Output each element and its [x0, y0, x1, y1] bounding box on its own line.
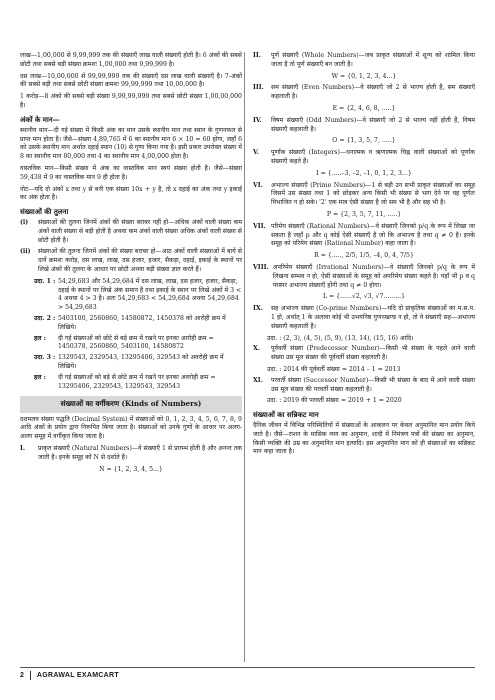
item-text: प्राकृत संख्याएँ (Natural Numbers)—वे संख्याएँ 1 से प्रारम्भ होती है और अनन्त तक जाती है। इनके समूह को N से दर्शाते है।	[38, 444, 242, 461]
para-lakh: लाख—1,00,000 से 9,99,999 तक की संख्याएँ लाख वाली संख्याएँ होती है। 6 अंकों की सबसे छोटी तथा सबसे बड़ी संख्या क्रमशः 1,00,000 तथा 9,99,999 है।	[20, 52, 242, 68]
item-text: संख्याओं की तुलना जिनमें अंकों की संख्या बराबर नहीं हो—अधिक अंकों वाली संख्या कम अंकों वाली संख्या से बड़ी होती है अथवा कम अंकों वाली संख्या अधिक अंकों वाली संख्या से छोटी होती है।	[38, 219, 242, 244]
set-prime: P = {2, 3, 5, 7, 11, .....}	[326, 210, 402, 218]
para-place-value: स्थानीय मान—दी गई संख्या में किसी अंक का मान उसके स्थानीय मान तथा स्थान के गुणनफल से प्राप्त मान होता है। जैसे—संख्या 4,89,765 में 6 का स्थानीय मान 6 × 10 = 60 होगा, जहाँ 6 को उसके स्थानीय मान अर्थात दहाई स्थान (10) से गुणा किया गया है। इसी प्रकार उपरोक्त संख्या में 8 का स्थानीय मान 80,000 तथा 4 का स्थानीय मान 4,00,000 होता है।	[20, 126, 242, 161]
item-marker: (ii)	[20, 248, 31, 256]
example-label: उदा. 2 :	[34, 315, 56, 322]
page-footer	[20, 667, 475, 682]
page-number: 2	[20, 671, 24, 679]
section-heading-kinds: संख्याओं का वर्गीकरण (Kinds of Numbers)	[20, 396, 242, 412]
item-text: पूर्ववर्ती संख्या (Predecessor Number)—किसी भी संख्या के पहले आने वाली संख्या उस मूल संख्या की पूर्ववर्ती संख्या कहलाती है।	[271, 345, 475, 362]
example-text: 54,29,683 और 54,29,684 में दस लाख, लाख, दस हजार, हजार, सैकड़ा, दहाई के स्थानों पर लिखे अंक समान है तथा इकाई के स्थान पर लिखे अंकों में 3 < 4 अथवा 4 > 3 है। अतः 54,29,683 < 54,29,684 अथवा 54,29,684 > 54,29,683	[58, 277, 242, 312]
column-divider	[244, 52, 245, 662]
kind-predecessor	[253, 345, 475, 363]
kind-odd-numbers	[253, 117, 475, 135]
successor-example	[267, 397, 475, 406]
kind-rational-numbers	[253, 223, 475, 249]
item-marker: (i)	[20, 219, 29, 227]
item-text: परिमेय संख्याएँ (Rational Numbers)—वे संख्याएँ जिनको p/q के रूप में लिखा जा सकता है जहाँ p और q कोई ऐसी संख्याएँ है जो कि अभाज्य है तथा q ≠ 0 है। इनके समूह को परिमेय संख्या (Rational Number) कहा जाता है।	[271, 222, 475, 248]
heading-approximate-value: संख्याओं का सन्निकट मान	[253, 410, 319, 420]
item-marker: V.	[253, 149, 259, 157]
item-marker: VIII.	[253, 263, 269, 271]
example-text: उदा. : (2, 3), (4, 5), (5, 9), (13, 14), (15, 16) आदि।	[267, 334, 414, 342]
set-integers: I = {.....–3, –2, –1, 0, 1, 2, 3...}	[316, 169, 412, 177]
solution-text: दी गई संख्याओं को बड़े से छोटे क्रम में रखने पर इनका अवरोही क्रम = 13295406, 2329543, 1329543, 329543	[58, 373, 216, 390]
heading-comparison: संख्याओं की तुलना	[20, 207, 69, 217]
comparison-item-1	[20, 219, 242, 245]
example-text: उदा. : 2019 की परवर्ती संख्या = 2019 + 1 = 2020	[267, 397, 402, 405]
set-whole: W = {0, 1, 2, 3, 4...}	[331, 72, 397, 80]
example-2	[34, 315, 242, 333]
para-face-value: वास्तविक मान—किसी संख्या में अंक का वास्तविक मान स्वयं संख्या होती है। जैसे—संख्या 59,438 में 9 का वास्तविक मान 9 ही होता है।	[20, 164, 242, 181]
item-text: सम संख्याएँ (Even Numbers)—वे संख्याएँ जो 2 से भाज्य होती है, सम संख्याएँ कहलाती है।	[271, 84, 475, 101]
item-text: पूर्ण संख्याएँ (Whole Numbers)—जब प्राकृत संख्याओं में शून्य को शामिल किया जाता है तो पूर्ण संख्याएँ बन जाती है।	[271, 52, 475, 68]
coprime-example	[267, 335, 475, 344]
solution-label: हल :	[34, 373, 46, 381]
item-marker: IX.	[253, 305, 263, 313]
solution-3	[34, 374, 242, 392]
item-marker: X.	[253, 345, 260, 353]
left-column	[20, 52, 242, 477]
example-text: 5403100, 2560860, 14580872, 1450378 को आरोही क्रम में लिखिये।	[58, 315, 226, 331]
kind-natural-numbers	[20, 445, 242, 463]
item-text: पूर्णांक संख्याएँ (Integers)—धनात्मक व ऋणात्मक चिह्न वाली संख्याओं को पूर्णांक संख्याएँ कहते हैं।	[271, 149, 475, 165]
example-3	[34, 354, 242, 372]
solution-text: दी गई संख्याओं को छोटे से बड़े क्रम में रखने पर इनका आरोही क्रम = 1450378, 2560860, 5403100, 14580872	[58, 334, 214, 351]
item-text: सह अभाज्य संख्या (Co-prime Numbers)—यदि दो प्राकृतिक संख्याओं का म.स.प. 1 हो, अर्थात् 1 के अलावा कोई भी उभयनिष्ठ गुणनखण्ड न हो, तो वे संख्याएँ सह—अभाज्य संख्याएँ कहलाती है।	[271, 305, 475, 330]
item-text: अभाज्य संख्याएँ (Prime Numbers)—1 से बड़ी उन सभी प्राकृत संख्याओं का समूह जिसमें उस संख्या तथा 1 को छोड़कर अन्य किसी भी संख्या से भाग देने पर वह पूर्णतः विभाजित न हो सके। '2' एक मात्र ऐसी संख्या है जो सम भी है और सह भी है।	[271, 181, 475, 207]
item-marker: IV.	[253, 116, 262, 124]
item-text: विषम संख्याएँ (Odd Numbers)—वे संख्याएँ जो 2 से भाज्य नहीं होती है, विषम संख्याएँ कहलाती है।	[271, 116, 475, 133]
example-text: 1329543, 2329543, 13295406, 329543 को अवरोही क्रम में लिखिये।	[58, 354, 224, 370]
set-odd: O = {1, 3, 5, 7, .....}	[332, 137, 396, 145]
para-note: नोट—यदि दो अंकों x तथा y से बनी एक संख्या 10x + y है, तो x दहाई का अंक तथा y इकाई का अंक होता है।	[20, 185, 242, 202]
example-text: उदा. : 2014 की पूर्ववर्ती संख्या = 2014 – 1 = 2013	[267, 365, 401, 373]
set-even: E = {2, 4, 6, 8, .....}	[332, 104, 396, 112]
example-label: उदा. 3 :	[34, 354, 56, 362]
item-text: अपरिमेय संख्याएँ (Irrational Numbers)—वे संख्याएँ जिनको p/q के रूप में लिखना सम्भव न हो, ऐसी संख्याओं के समूह को अपरिमेय संख्या कहते है। यहाँ भी p व q परस्पर अभाज्य संख्याएँ होंगी तथा q ≠ 0 होगा।	[272, 263, 475, 289]
item-marker: XI.	[253, 376, 263, 384]
item-text: संख्याओं की तुलना जिनमें अंकों की संख्या बराबर हो—आठ अंकों वाली संख्याओं में बायें से दायें क्रमशः करोड़, दस लाख, लाख, दस हजार, हजार, सैकड़ा, दहाई, इकाई के स्थानों पर लिखे अंकों की तुलना के आधार पर छोटी अथवा बड़ी संख्या ज्ञात करते हैं।	[38, 248, 242, 274]
heading-digit-values: अंकों के मान—	[20, 114, 60, 124]
kind-irrational-numbers	[253, 264, 475, 290]
right-column	[253, 52, 475, 460]
kind-successor	[253, 377, 475, 395]
para-crore: 1 करोड़—8 अंको की सबसे बड़ी संख्या 9,99,99,999 तथा सबसे छोटी संख्या 1,00,00,000 है।	[20, 93, 242, 109]
set-natural: N = {1, 2, 3, 4, 5...}	[99, 465, 163, 473]
item-marker: VI.	[253, 181, 263, 189]
item-marker: I.	[20, 444, 26, 452]
para-approximate-value: दैनिक जीवन में विभिन्न परिस्थितियों में संख्याओं के आकलन पर केवल अनुमानित मान प्रयोग किये जाते है। जैसे—राशन के मासिक व्यय का अनुमान, शादी में निमंत्रण पत्रों की संख्या का अनुमान, किसी व्यक्ति की उम्र का अनुमानित मान इत्यादि। इस अनुमानित मान को ही संख्याओं का सन्निकट मान कहा जाता है।	[253, 422, 475, 456]
item-text: परवर्ती संख्या (Successor Number)—किसी भी संख्या के बाद में आने वाली संख्या उस मूल संख्या की परवर्ती संख्या कहलाती है।	[271, 376, 475, 393]
kind-prime-numbers	[253, 182, 475, 208]
solution-label: हल :	[34, 334, 46, 342]
example-label: उदा. 1 :	[34, 277, 56, 285]
example-1	[34, 278, 242, 313]
kind-integers	[253, 149, 475, 167]
kind-whole-numbers	[253, 52, 475, 70]
comparison-item-2	[20, 248, 242, 274]
solution-2	[34, 335, 242, 353]
para-das-lakh: दस लाख—10,00,000 से 99,99,999 तक की संख्याएँ दस लाख वाली संख्याएँ है। 7-अंकों की सबसे बड़ी तथा सबसे छोटी संख्या क्रमशः 99,99,999 तथा 10,00,000 है।	[20, 72, 242, 89]
para-decimal-system: दशमलव संख्या पद्धति (Decimal System) में संख्याओं को 0, 1, 2, 3, 4, 5, 6, 7, 8, 9 आदि अंकों के प्रयोग द्वारा निरूपित किया जाता है। संख्याओं को उनके गुणों के आधार पर अलग-अलग समूह में वर्गीकृत किया जाता है।	[20, 415, 242, 441]
item-marker: VII.	[253, 222, 266, 230]
predecessor-example	[267, 366, 475, 375]
footer-separator	[30, 671, 31, 680]
publisher-brand: AGRAWAL EXAMCART	[36, 671, 119, 679]
kind-coprime-numbers	[253, 305, 475, 331]
set-irrational: L = {......√2, √3, √7.........}	[322, 293, 406, 301]
item-marker: II.	[253, 52, 261, 59]
set-rational: R = {....., 2/5, 1/5, –4, 0, 4, 7/5}	[314, 252, 414, 260]
item-marker: III.	[253, 84, 264, 92]
kind-even-numbers	[253, 84, 475, 102]
